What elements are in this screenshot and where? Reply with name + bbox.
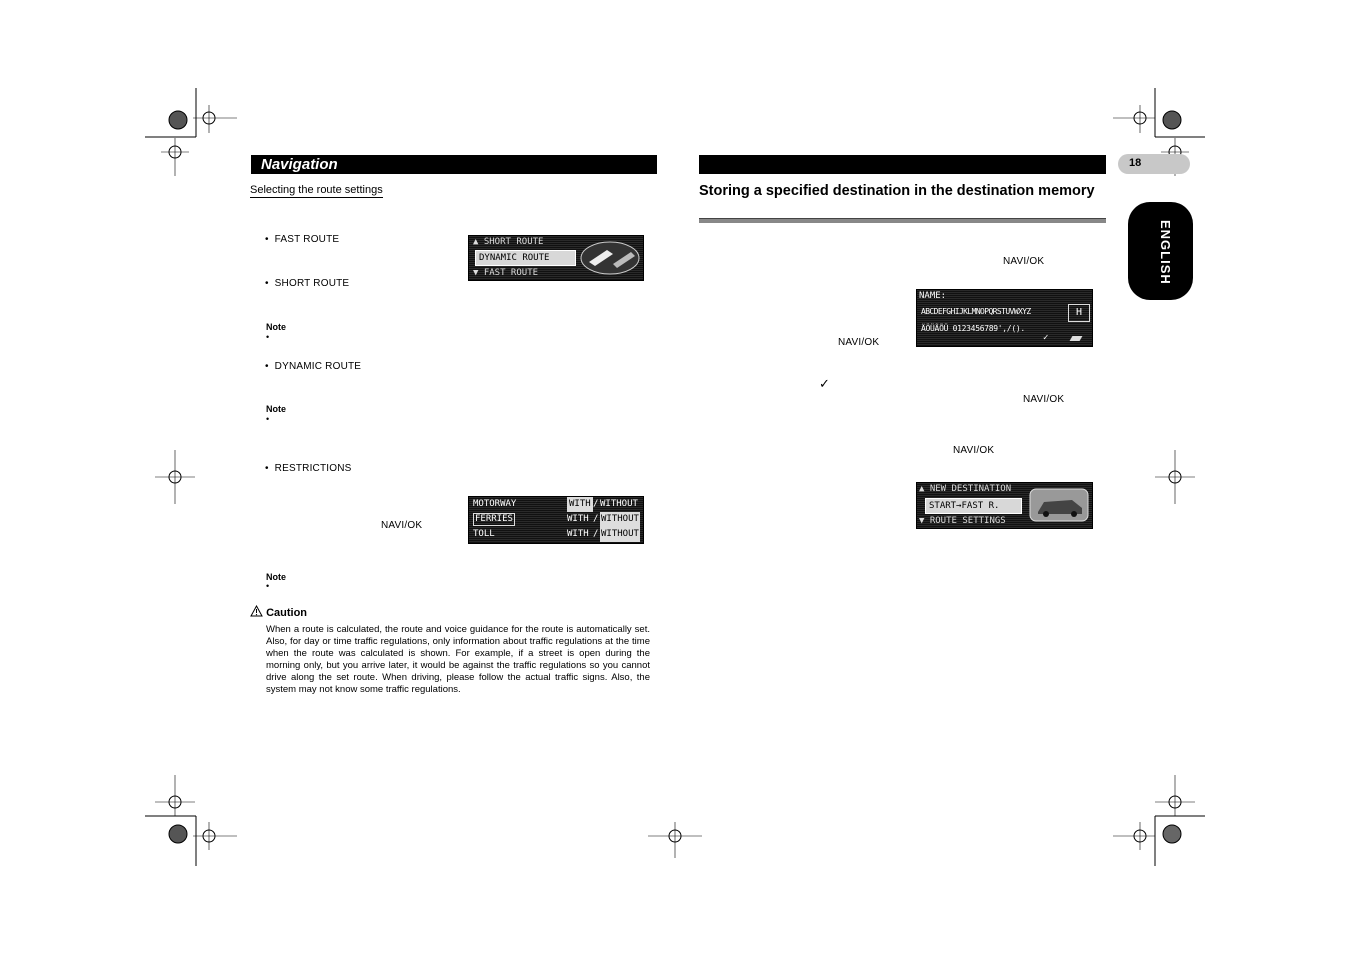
bullet: • bbox=[265, 278, 269, 289]
destination-menu-screen bbox=[916, 482, 1093, 529]
checkmark-icon: ✓ bbox=[819, 376, 830, 391]
navi-ok-key: NAVI/OK bbox=[381, 520, 423, 531]
note-bullet: • bbox=[266, 414, 270, 424]
note-label: Note bbox=[266, 404, 286, 414]
language-tab bbox=[1128, 202, 1193, 300]
option-label: SHORT ROUTE bbox=[274, 278, 350, 289]
warning-triangle-icon bbox=[250, 605, 263, 617]
option-label: FAST ROUTE bbox=[274, 234, 340, 245]
navi-ok-key: NAVI/OK bbox=[838, 337, 880, 348]
restriction-row-motorway bbox=[469, 497, 643, 512]
note-label: Note bbox=[266, 322, 286, 332]
caution-text: When a route is calculated, the route and voice guidance for the route is automatically set. Also, for day or time traffic regulations, only information about traffic regulations at the time when the route was calculated is shown. For example, if a street is open during the morning only, but you arrive later, it would be against the traffic regulations so you cannot drive along the set route. When driving, please follow the actual traffic signs. Also, the system may not know some traffic regulations. bbox=[266, 624, 650, 695]
screen-row-label: ROUTE SETTINGS bbox=[929, 516, 1006, 526]
option-separator: / bbox=[593, 499, 599, 509]
with-option: WITH bbox=[567, 514, 589, 524]
option-short-route bbox=[265, 278, 349, 289]
section-title-bar bbox=[251, 155, 657, 174]
screen-row-selected bbox=[475, 250, 576, 266]
screen-row-label: START→FAST R. bbox=[929, 501, 1000, 511]
right-heading: Storing a specified destination in the destination memory bbox=[699, 183, 1095, 199]
without-option: WITHOUT bbox=[600, 527, 640, 542]
screen-row-label: NEW DESTINATION bbox=[929, 484, 1012, 494]
down-arrow-icon: ▼ bbox=[919, 516, 925, 526]
navi-ok-key: NAVI/OK bbox=[953, 445, 995, 456]
screen-row-label: FAST ROUTE bbox=[483, 268, 539, 278]
header-bar-right bbox=[699, 155, 1106, 174]
language-tab-label: ENGLISH bbox=[1158, 220, 1173, 285]
route-settings-screen bbox=[468, 235, 644, 281]
route-illustration-icon bbox=[579, 240, 641, 276]
navi-ok-key: NAVI/OK bbox=[1003, 256, 1045, 267]
without-option: WITHOUT bbox=[600, 499, 638, 509]
restriction-label: FERRIES bbox=[475, 514, 513, 524]
note-bullet: • bbox=[266, 332, 270, 342]
note-label: Note bbox=[266, 572, 286, 582]
screen-row-selected bbox=[925, 498, 1022, 514]
section-title: Navigation bbox=[261, 156, 338, 173]
car-illustration-icon bbox=[1028, 486, 1090, 524]
bullet: • bbox=[265, 234, 269, 245]
up-arrow-icon: ▲ bbox=[473, 237, 479, 247]
character-row-1: ABCDEFGHIJKLMNOPQRSTUVWXYZ bbox=[921, 307, 1031, 316]
name-entry-screen bbox=[916, 289, 1093, 347]
option-separator: / bbox=[593, 514, 599, 524]
bullet: • bbox=[265, 463, 269, 474]
navi-ok-key: NAVI/OK bbox=[1023, 394, 1065, 405]
restriction-row-toll bbox=[469, 527, 643, 542]
restriction-label: TOLL bbox=[473, 529, 495, 539]
option-restrictions bbox=[265, 463, 352, 474]
option-label: RESTRICTIONS bbox=[274, 463, 352, 474]
option-separator: / bbox=[593, 529, 599, 539]
screen-row-label: SHORT ROUTE bbox=[483, 237, 544, 247]
restriction-row-ferries bbox=[469, 512, 643, 527]
confirm-check-icon: ✓ bbox=[1043, 333, 1049, 343]
current-character: H bbox=[1068, 304, 1090, 322]
caution-label: Caution bbox=[266, 607, 308, 619]
option-label: DYNAMIC ROUTE bbox=[274, 361, 362, 372]
option-dynamic-route bbox=[265, 361, 361, 372]
option-fast-route bbox=[265, 234, 339, 245]
down-arrow-icon: ▼ bbox=[473, 268, 479, 278]
restrictions-screen bbox=[468, 496, 644, 544]
up-arrow-icon: ▲ bbox=[919, 484, 925, 494]
without-option: WITHOUT bbox=[600, 512, 640, 527]
page-number-badge bbox=[1118, 154, 1190, 174]
character-row-2: ÄÖÜÃÕÜ 0123456789',/(). bbox=[921, 324, 1025, 333]
restriction-label: MOTORWAY bbox=[473, 499, 517, 509]
with-option: WITH bbox=[567, 529, 589, 539]
with-option: WITH bbox=[567, 497, 593, 512]
name-label: NAME: bbox=[919, 291, 947, 301]
subheading: Selecting the route settings bbox=[250, 184, 383, 196]
bullet: • bbox=[265, 361, 269, 372]
caution-heading bbox=[250, 605, 307, 619]
note-bullet: • bbox=[266, 581, 270, 591]
screen-row-label: DYNAMIC ROUTE bbox=[479, 253, 550, 263]
page-number: 18 bbox=[1129, 157, 1142, 169]
heading-rule bbox=[699, 218, 1106, 223]
